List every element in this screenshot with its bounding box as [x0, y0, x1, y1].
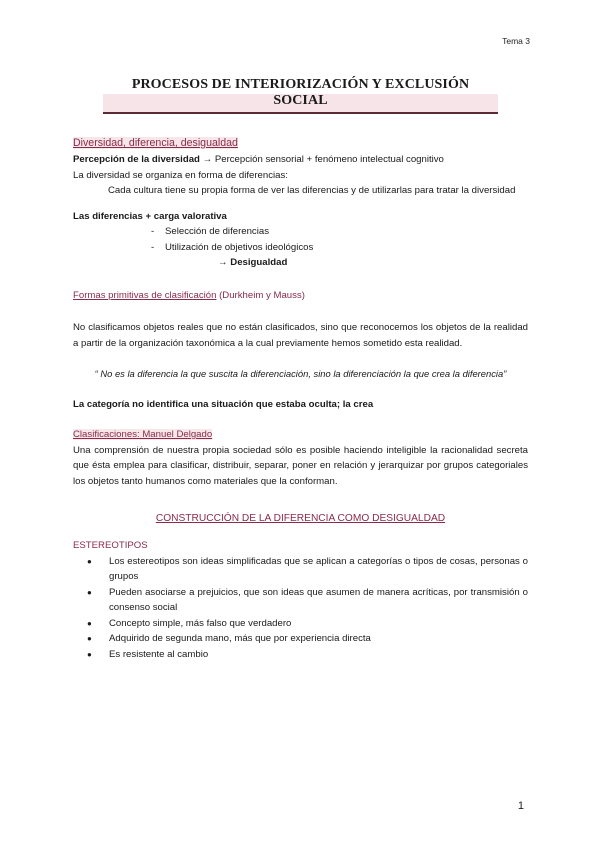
differences-label: Las diferencias + carga valorativa	[73, 210, 227, 222]
bullet-icon: ●	[87, 556, 92, 566]
section-construccion	[73, 513, 528, 662]
section-heading-clasificaciones: Clasificaciones: Manuel Delgado	[73, 429, 213, 440]
dash-item-text: Utilización de objetivos ideológicos	[165, 241, 314, 253]
bullet-icon: ●	[87, 618, 92, 628]
bullet-icon: ●	[87, 587, 92, 597]
section-formas-primitivas	[73, 288, 528, 413]
list-item-text: Es resistente al cambio	[109, 648, 209, 660]
clasificaciones-heading-line	[73, 427, 528, 443]
arrow-glyph: →	[218, 257, 231, 268]
perception-line	[73, 152, 528, 168]
dash-item: - Selección de diferencias	[151, 226, 269, 237]
list-item	[73, 554, 528, 585]
page-number: 1	[517, 800, 524, 812]
section-heading-diversidad: Diversidad, diferencia, desigualdad	[73, 137, 238, 149]
formas-heading-line	[73, 288, 528, 304]
perception-label: Percepción de la diversidad	[73, 154, 200, 165]
category-statement: La categoría no identifica una situación que estaba oculta; la crea	[73, 398, 374, 410]
bullet-icon: ●	[87, 649, 92, 659]
page-content	[73, 75, 528, 662]
bullet-icon: ●	[87, 634, 92, 643]
formas-paragraph: No clasificamos objetos reales que no están clasificados, sino que reconocemos los objetos de la realidad a partir de la organización taxonómica a la cual previamente hemos sometido esta realidad.	[73, 322, 528, 349]
running-header: Tema 3	[502, 36, 530, 46]
list-item-text: Los estereotipos son ideas simplificadas que se aplican a categorías o tipos de cosas, personas o grupos	[109, 555, 528, 582]
list-item	[73, 647, 528, 663]
list-item-text: Adquirido de segunda mano, más que por experiencia directa	[109, 633, 371, 644]
quote: “ No es la diferencia la que suscita la diferenciación, sino la diferenciación la que crea la diferencia”	[94, 368, 507, 379]
dash-item-text: Selección de diferencias	[165, 226, 269, 237]
organized-line: La diversidad se organiza en forma de diferencias:	[73, 169, 288, 181]
section-clasificaciones	[73, 427, 528, 489]
list-item	[73, 585, 528, 616]
section-heading-formas: Formas primitivas de clasificación	[73, 289, 217, 301]
list-item	[73, 616, 528, 632]
estereotipos-heading: ESTEREOTIPOS	[73, 540, 148, 551]
estereotipos-list	[73, 554, 528, 663]
heading-note: (Durkheim y Mauss)	[216, 289, 305, 301]
document-title: PROCESOS DE INTERIORIZACIÓN Y EXCLUSIÓN SOCIAL	[103, 75, 498, 114]
list-item-text: Pueden asociarse a prejuicios, que son ideas que asumen de manera acríticas, por transmisión o consenso social	[109, 586, 528, 613]
clasificaciones-paragraph: Una comprensión de nuestra propia sociedad sólo es posible haciendo inteligible la racionalidad secreta que ésta emplea para clasificar, distribuir, separar, poner en relación y jerarquizar por grupos categoriales los objetos tanto humanos como materiales que la conforman.	[73, 444, 528, 487]
section-diversidad	[73, 133, 528, 271]
list-item-text: Concepto simple, más falso que verdadero	[109, 617, 292, 629]
list-item	[73, 631, 528, 647]
section-heading-construccion: CONSTRUCCIÓN DE LA DIFERENCIA COMO DESIGUALDAD	[155, 513, 446, 524]
perception-rest: → Percepción sensorial + fenómeno intelectual cognitivo	[199, 154, 444, 165]
dash-item: - Utilización de objetivos ideológicos	[151, 241, 314, 253]
result-text: Desigualdad	[230, 257, 288, 268]
desigualdad-result	[218, 255, 528, 271]
culture-paragraph: Cada cultura tiene su propia forma de ver las diferencias y de utilizarlas para tratar la diversidad	[108, 185, 516, 196]
